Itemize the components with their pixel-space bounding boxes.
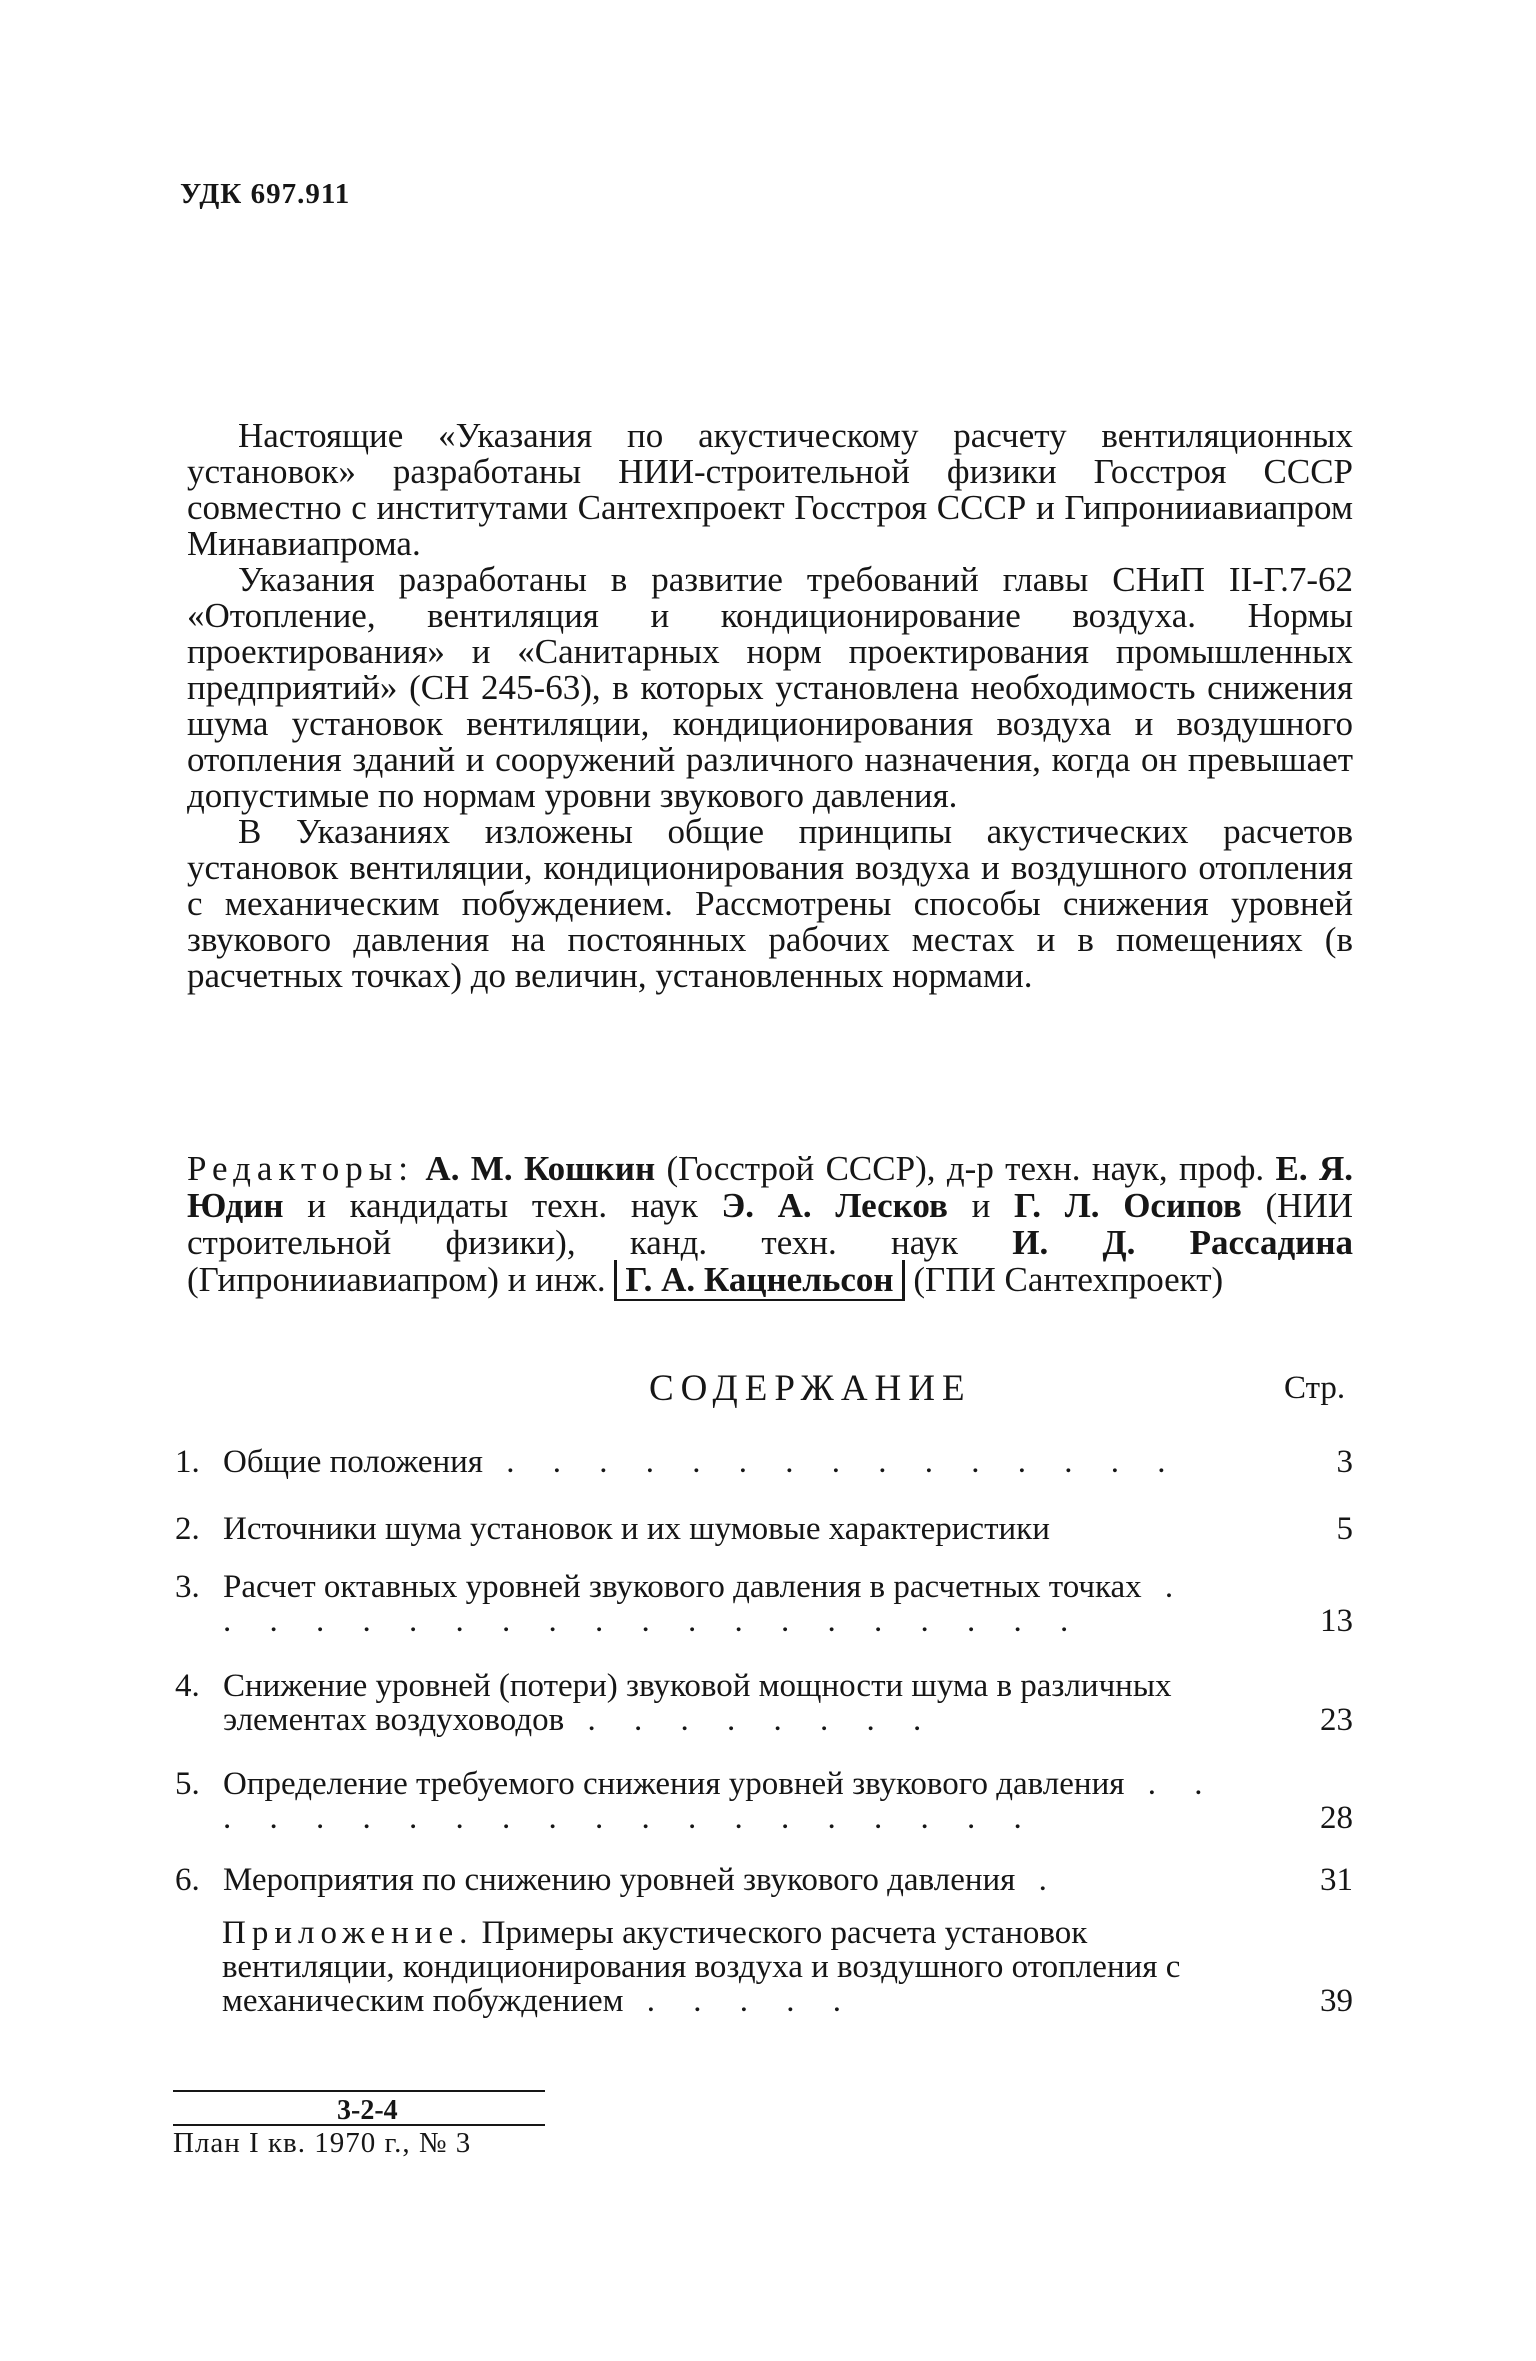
toc-item-page: 23 [1320, 1702, 1353, 1738]
editor-text-2: и кандидаты техн. наук [283, 1186, 722, 1225]
editor-name-2: Е. Я. Юдин [187, 1149, 1354, 1225]
editor-name-5: И. Д. Рассадина [1012, 1223, 1354, 1262]
toc-item-title: Источники шума установок и их шумовые характеристики [223, 1511, 1050, 1547]
toc-item: 3. Расчет октавных уровней звукового давления в расчетных точках . . . . . . . . . . . . . . . . . . . . 13 [175, 1569, 1353, 1639]
toc-item-number: 2. [175, 1511, 200, 1547]
editor-text-1: (Госстрой СССР), д-р техн. наук, проф. [655, 1149, 1276, 1188]
appendix-label: Приложение. [222, 1915, 474, 1951]
toc-item-number: 6. [175, 1862, 200, 1898]
toc-item [175, 1512, 1353, 1546]
publication-plan: План I кв. 1970 г., № 3 [173, 2127, 472, 2159]
toc-item-number: 4. [175, 1668, 200, 1704]
editor-text-3: и [947, 1186, 1014, 1225]
editor-name-4: Г. Л. Осипов [1013, 1186, 1242, 1225]
divider [173, 2090, 545, 2092]
toc-item-title: Снижение уровней (потери) звуковой мощности шума в различных элементах воздуховодов [223, 1668, 1172, 1738]
toc-item-title: Определение требуемого снижения уровней звукового давления [223, 1766, 1125, 1802]
editor-text-6: (ГПИ Сантехпроект) [904, 1260, 1224, 1299]
toc-page-label: Стр. [1284, 1370, 1346, 1406]
toc-heading: СОДЕРЖАНИЕ [649, 1368, 972, 1409]
toc-item-number: 5. [175, 1766, 200, 1802]
toc-item: 5. Определение требуемого снижения уровней звукового давления . . . . . . . . . . . . . . . . . . . . 28 [175, 1766, 1353, 1836]
toc-item-page: 3 [1336, 1444, 1353, 1480]
editor-name-3: Э. А. Лесков [721, 1186, 948, 1225]
appendix-title: Примеры акустического расчета установок вентиляции, кондиционирования воздуха и воздушного отопления с механическим побуждением [222, 1915, 1181, 2019]
intro-text [187, 418, 1353, 994]
toc-item-page: 31 [1320, 1862, 1353, 1898]
editors-label: Редакторы: [187, 1149, 415, 1188]
appendix-page: 39 [1320, 1983, 1353, 2019]
editor-text-5: (Гипронииавиапром) и инж. [187, 1260, 615, 1299]
editor-name-6: Г. А. Кацнельсон [614, 1260, 904, 1301]
toc-item-page: 5 [1336, 1511, 1353, 1547]
editor-text-4: (НИИ строительной физики), канд. техн. наук [187, 1186, 1353, 1262]
toc-appendix: Приложение. Примеры акустического расчета установок вентиляции, кондиционирования воздуха и воздушного отопления с механическим побуждением . . . . . 39 [222, 1915, 1353, 2019]
divider [173, 2124, 545, 2126]
toc-item: 4. Снижение уровней (потери) звуковой мощности шума в различных элементах воздуховодов . . . . . . . . 23 [175, 1668, 1353, 1738]
toc-item-title: Расчет октавных уровней звукового давления в расчетных точках [223, 1569, 1142, 1605]
intro-paragraph-3: В Указаниях изложены общие принципы акустических расчетов установок вентиляции, кондиционирования воздуха и воздушного отопления с механическим побуждением. Рассмотрены способы снижения уровней звукового давления на постоянных рабочих местах и в помещениях (в расчетных точках) до величин, установленных нормами. [187, 812, 1353, 995]
editor-name-1: А. М. Кошкин [425, 1149, 656, 1188]
toc-item-page: 28 [1320, 1800, 1353, 1836]
toc-item-title: Общие положения [223, 1444, 483, 1480]
toc-item: 6. Мероприятия по снижению уровней звукового давления . 31 [175, 1862, 1353, 1898]
toc-item-title: Мероприятия по снижению уровней звукового давления [223, 1862, 1016, 1898]
toc-item-number: 1. [175, 1444, 200, 1480]
intro-paragraph-2: Указания разработаны в развитие требований главы СНиП II-Г.7-62 «Отопление, вентиляция и кондиционирование воздуха. Нормы проектирования» и «Санитарных норм проектирования промышленных предприятий» (СН 245-63), в которых установлена необходимость снижения шума установок вентиляции, кондиционирования воздуха и воздушного отопления зданий и сооружений различного назначения, когда он превышает допустимые по нормам уровни звукового давления. [187, 560, 1353, 815]
toc-item: 1. Общие положения . . . . . . . . . . . . . . . 3 [175, 1444, 1353, 1480]
toc-item-page: 13 [1320, 1603, 1353, 1639]
toc-item-number: 3. [175, 1569, 200, 1605]
print-code: 3-2-4 [337, 2095, 398, 2126]
editors-block [187, 1150, 1353, 1298]
intro-paragraph-1: Настоящие «Указания по акустическому расчету вентиляционных установок» разработаны НИИ-строительной физики Госстроя СССР совместно с институтами Сантехпроект Госстроя СССР и Гипронииавиапром Минавиапрома. [187, 416, 1353, 563]
udk-code: УДК 697.911 [180, 178, 351, 210]
